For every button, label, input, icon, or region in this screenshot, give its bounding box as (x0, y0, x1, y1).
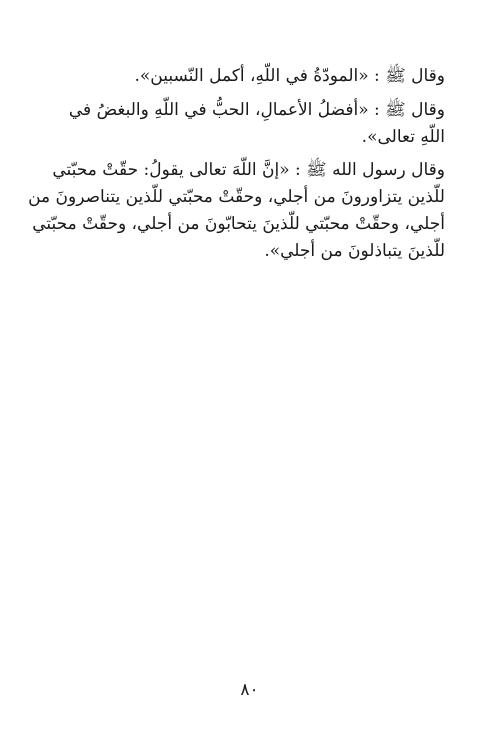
hadith-paragraph-3 (28, 157, 445, 265)
text-line: أجلي، وحقّتْ محبّتي للّذينَ يتحابّونَ من أجلي، وحقّتْ محبّتي (32, 214, 445, 234)
text-line: وقال ﷺ : «أفضلُ الأعمالِ، الحبُّ في اللّهِ والبغضُ في (68, 100, 445, 120)
text-line: للّذين يتزاورونَ من أجلي، وحقّتْ محبّتي للّذين يتناصرونَ من (28, 187, 445, 207)
hadith-paragraph-2 (55, 97, 445, 151)
hadith-paragraph-1 (55, 63, 445, 90)
text-line: وقال ﷺ : «المودّةُ في اللّهِ، أكمل النّسبين». (134, 66, 445, 86)
text-line: وقال رسول الله ﷺ : «إنَّ اللّهَ تعالى يقولُ: حقّتْ محبّتي (52, 160, 445, 180)
text-line: اللّهِ تعالى». (361, 127, 445, 147)
page-number: ٨٠ (240, 680, 259, 700)
text-line: للّذينَ يتباذلونَ من أجلي». (264, 241, 445, 261)
